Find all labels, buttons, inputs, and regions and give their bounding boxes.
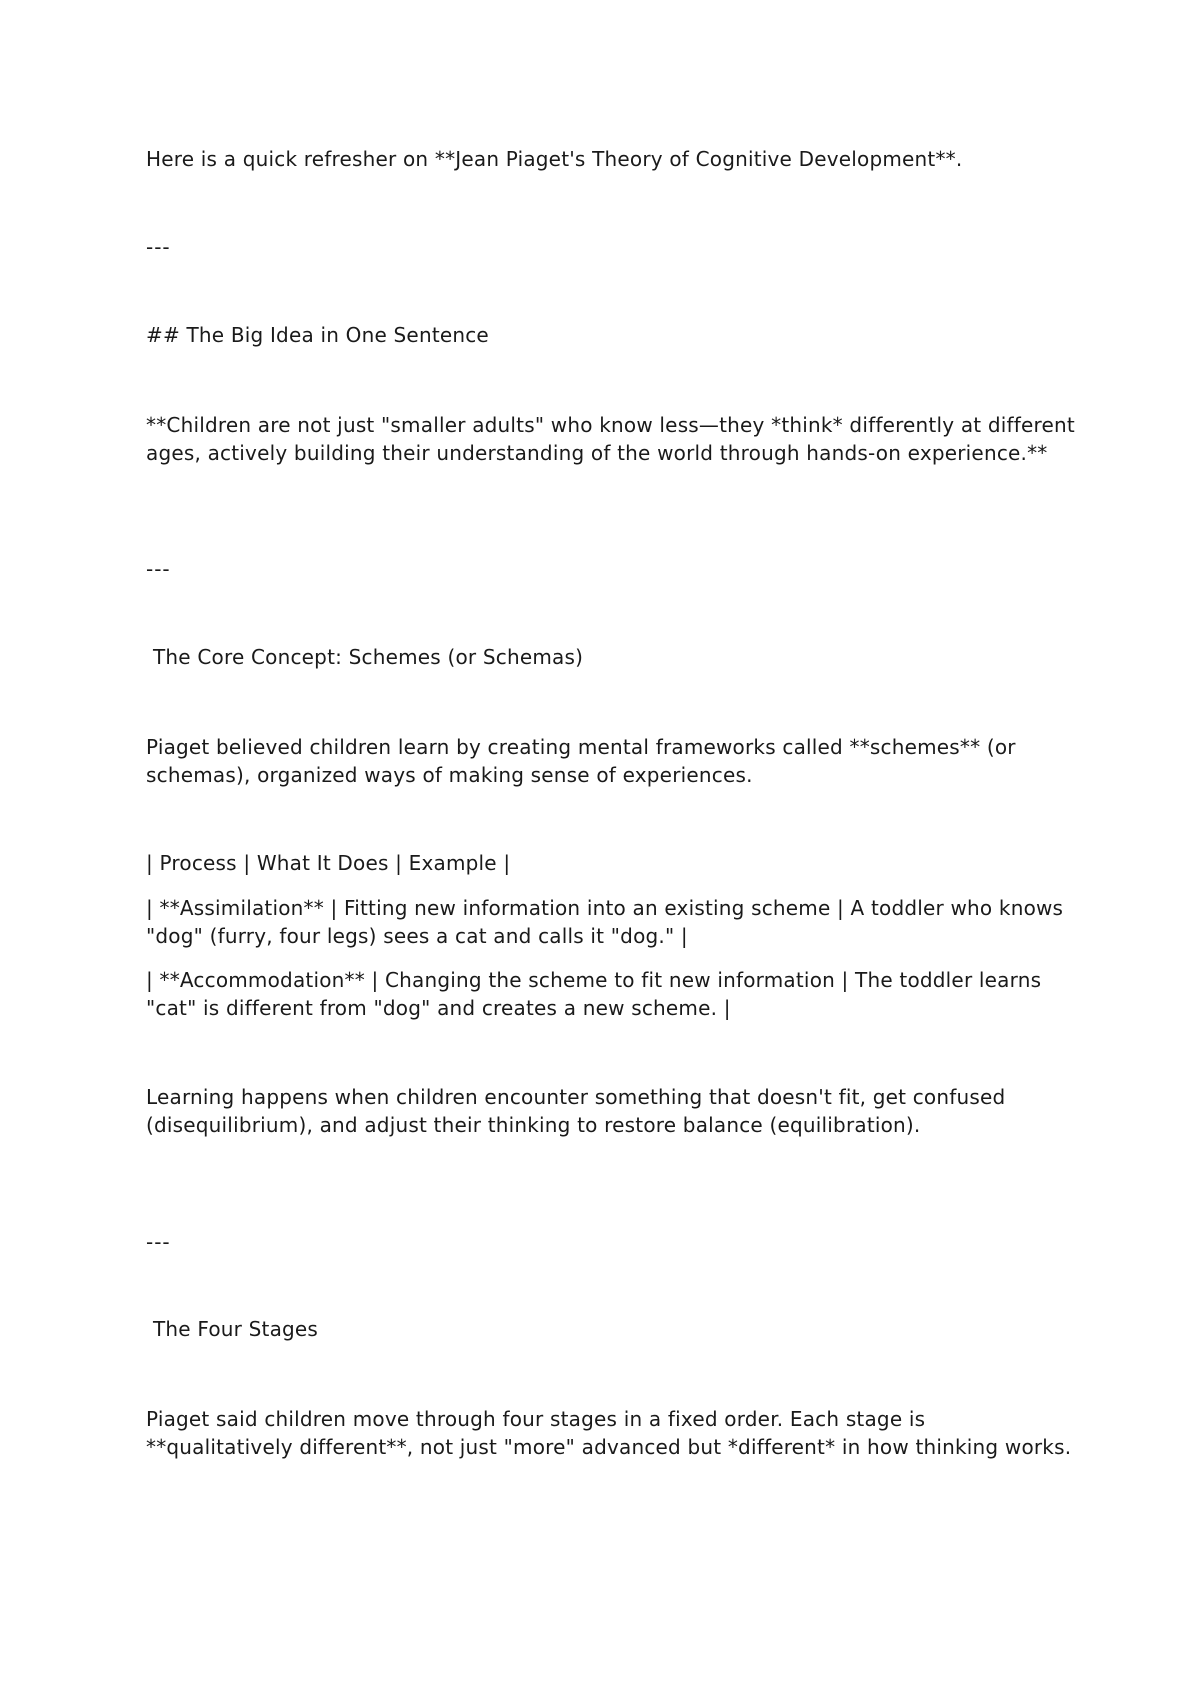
horizontal-rule-1: ---: [146, 235, 171, 259]
core-concept-paragraph: Piaget believed children learn by creating mental frameworks called **schemes** (or schemas), organized ways of making sense of experiences.: [146, 735, 1016, 787]
table-header-row: | Process | What It Does | Example |: [146, 851, 511, 875]
heading-four-stages: The Four Stages: [153, 1317, 319, 1341]
table-row-accommodation: | **Accommodation** | Changing the scheme to fit new information | The toddler learns "cat" is different from "dog" and creates a new scheme. |: [146, 968, 1042, 1020]
big-idea-paragraph: **Children are not just "smaller adults" who know less—they *think* differently at different ages, actively building their understanding of the world through hands-on experience.**: [146, 413, 1075, 465]
heading-core-concept: The Core Concept: Schemes (or Schemas): [153, 645, 584, 669]
horizontal-rule-2: ---: [146, 557, 171, 581]
four-stages-paragraph: Piaget said children move through four stages in a fixed order. Each stage is **qualitatively different**, not just "more" advanced but *different* in how thinking works.: [146, 1407, 1072, 1459]
horizontal-rule-3: ---: [146, 1230, 171, 1254]
heading-big-idea: ## The Big Idea in One Sentence: [146, 323, 489, 347]
table-row-assimilation: | **Assimilation** | Fitting new information into an existing scheme | A toddler who knows "dog" (furry, four legs) sees a cat and calls it "dog." |: [146, 896, 1064, 948]
learning-paragraph: Learning happens when children encounter something that doesn't fit, get confused (disequilibrium), and adjust their thinking to restore balance (equilibration).: [146, 1085, 1006, 1137]
intro-paragraph: Here is a quick refresher on **Jean Piaget's Theory of Cognitive Development**.: [146, 147, 963, 171]
